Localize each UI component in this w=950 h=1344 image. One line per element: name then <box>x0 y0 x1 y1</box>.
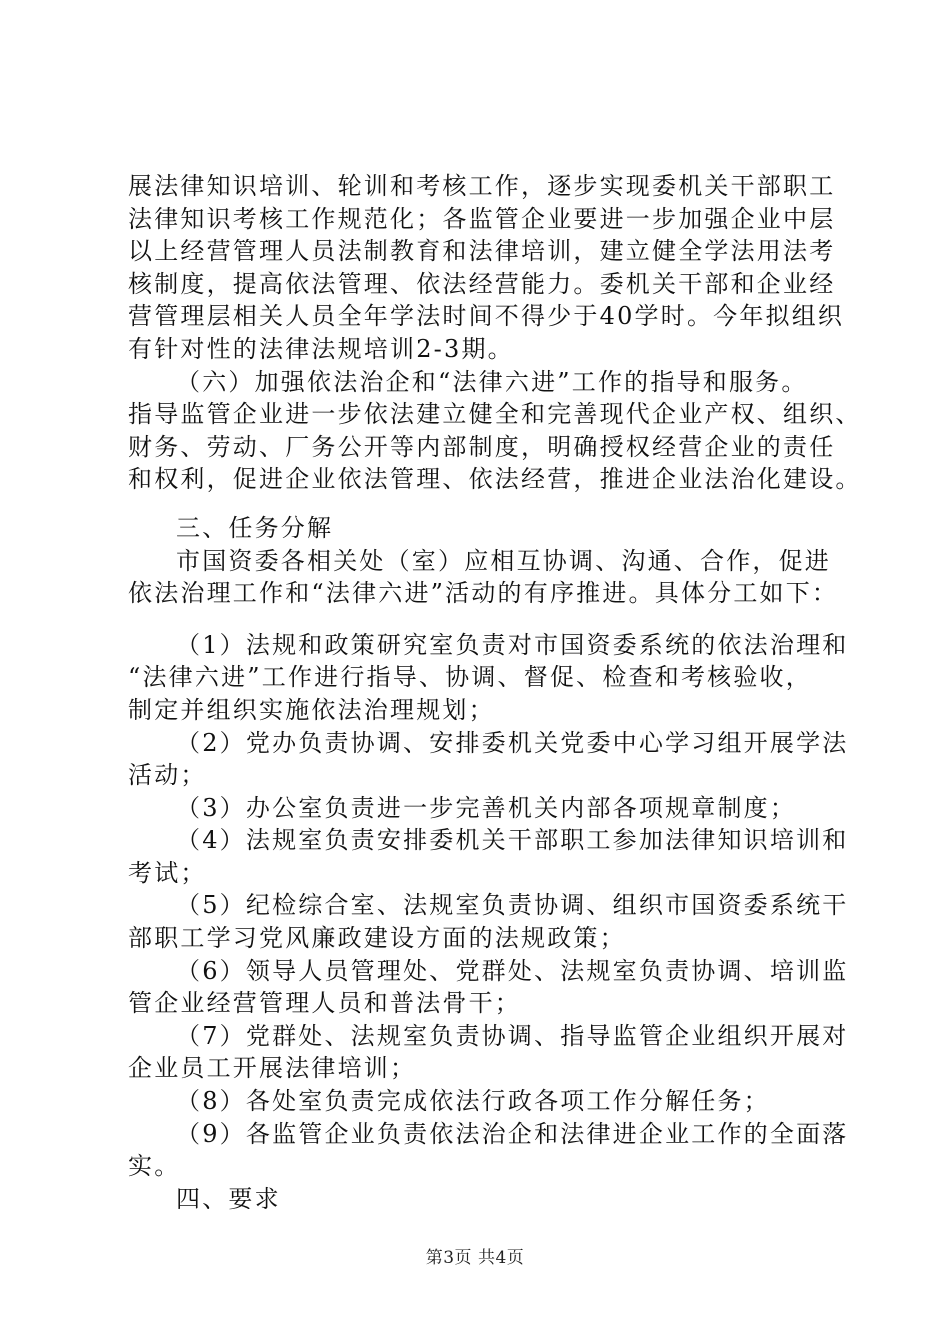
section-heading-requirements: 四、要求 <box>176 1184 281 1213</box>
text-line: 制定并组织实施依法治理规划； <box>128 695 495 724</box>
text-line: 考试； <box>128 858 207 887</box>
list-item-6: （6）领导人员管理处、党群处、法规室负责协调、培训监 <box>176 956 849 985</box>
text-line: 财务、劳动、厂务公开等内部制度，明确授权经营企业的责任 <box>128 432 836 461</box>
list-item-9: （9）各监管企业负责依法治企和法律进企业工作的全面落 <box>176 1119 849 1148</box>
list-item-7: （7）党群处、法规室负责协调、指导监管企业组织开展对 <box>176 1021 849 1050</box>
list-item-1: （1）法规和政策研究室负责对市国资委系统的依法治理和 <box>176 630 849 659</box>
text-line: 部职工学习党风廉政建设方面的法规政策； <box>128 924 626 953</box>
paragraph-gap <box>128 496 848 512</box>
list-item-4: （4）法规室负责安排委机关干部职工参加法律知识培训和 <box>176 826 849 855</box>
text-line: 活动； <box>128 761 207 790</box>
text-line: 以上经营管理人员法制教育和法律培训，建立健全学法用法考 <box>128 237 836 266</box>
text-line: 展法律知识培训、轮训和考核工作，逐步实现委机关干部职工 <box>128 172 836 200</box>
text-line: 指导监管企业进一步依法建立健全和完善现代企业产权、组织、 <box>128 400 862 429</box>
text-line: 实。 <box>128 1152 181 1181</box>
text-line: 企业员工开展法律培训； <box>128 1054 417 1083</box>
text-line: 和权利，促进企业依法管理、依法经营，推进企业法治化建设。 <box>128 465 862 494</box>
section-heading-task-breakdown: 三、任务分解 <box>176 513 334 542</box>
list-item-8: （8）各处室负责完成依法行政各项工作分解任务； <box>176 1087 770 1116</box>
text-line: 市国资委各相关处（室）应相互协调、沟通、合作，促进 <box>176 546 831 575</box>
list-item-3: （3）办公室负责进一步完善机关内部各项规章制度； <box>176 793 797 822</box>
list-item-2: （2）党办负责协调、安排委机关党委中心学习组开展学法 <box>176 728 849 757</box>
text-line: 有针对性的法律法规培训2-3期。 <box>128 334 514 363</box>
text-line: 法律知识考核工作规范化；各监管企业要进一步加强企业中层 <box>128 204 836 233</box>
page-number-footer: 第3页 共4页 <box>425 1248 525 1268</box>
text-line: 依法治理工作和“法律六进”活动的有序推进。具体分工如下： <box>128 579 839 608</box>
paragraph-gap <box>128 610 848 629</box>
text-line: “法律六进”工作进行指导、协调、督促、检查和考核验收， <box>128 663 812 692</box>
text-line: 管企业经营管理人员和普法骨干； <box>128 989 521 1018</box>
document-body <box>128 170 862 1215</box>
text-line: 营管理层相关人员全年学法时间不得少于40学时。今年拟组织 <box>128 302 845 331</box>
list-item-5: （5）纪检综合室、法规室负责协调、组织市国资委系统干 <box>176 891 849 920</box>
text-line: 核制度，提高依法管理、依法经营能力。委机关干部和企业经 <box>128 269 836 298</box>
section-six-heading: （六）加强依法治企和“法律六进”工作的指导和服务。 <box>176 367 808 396</box>
